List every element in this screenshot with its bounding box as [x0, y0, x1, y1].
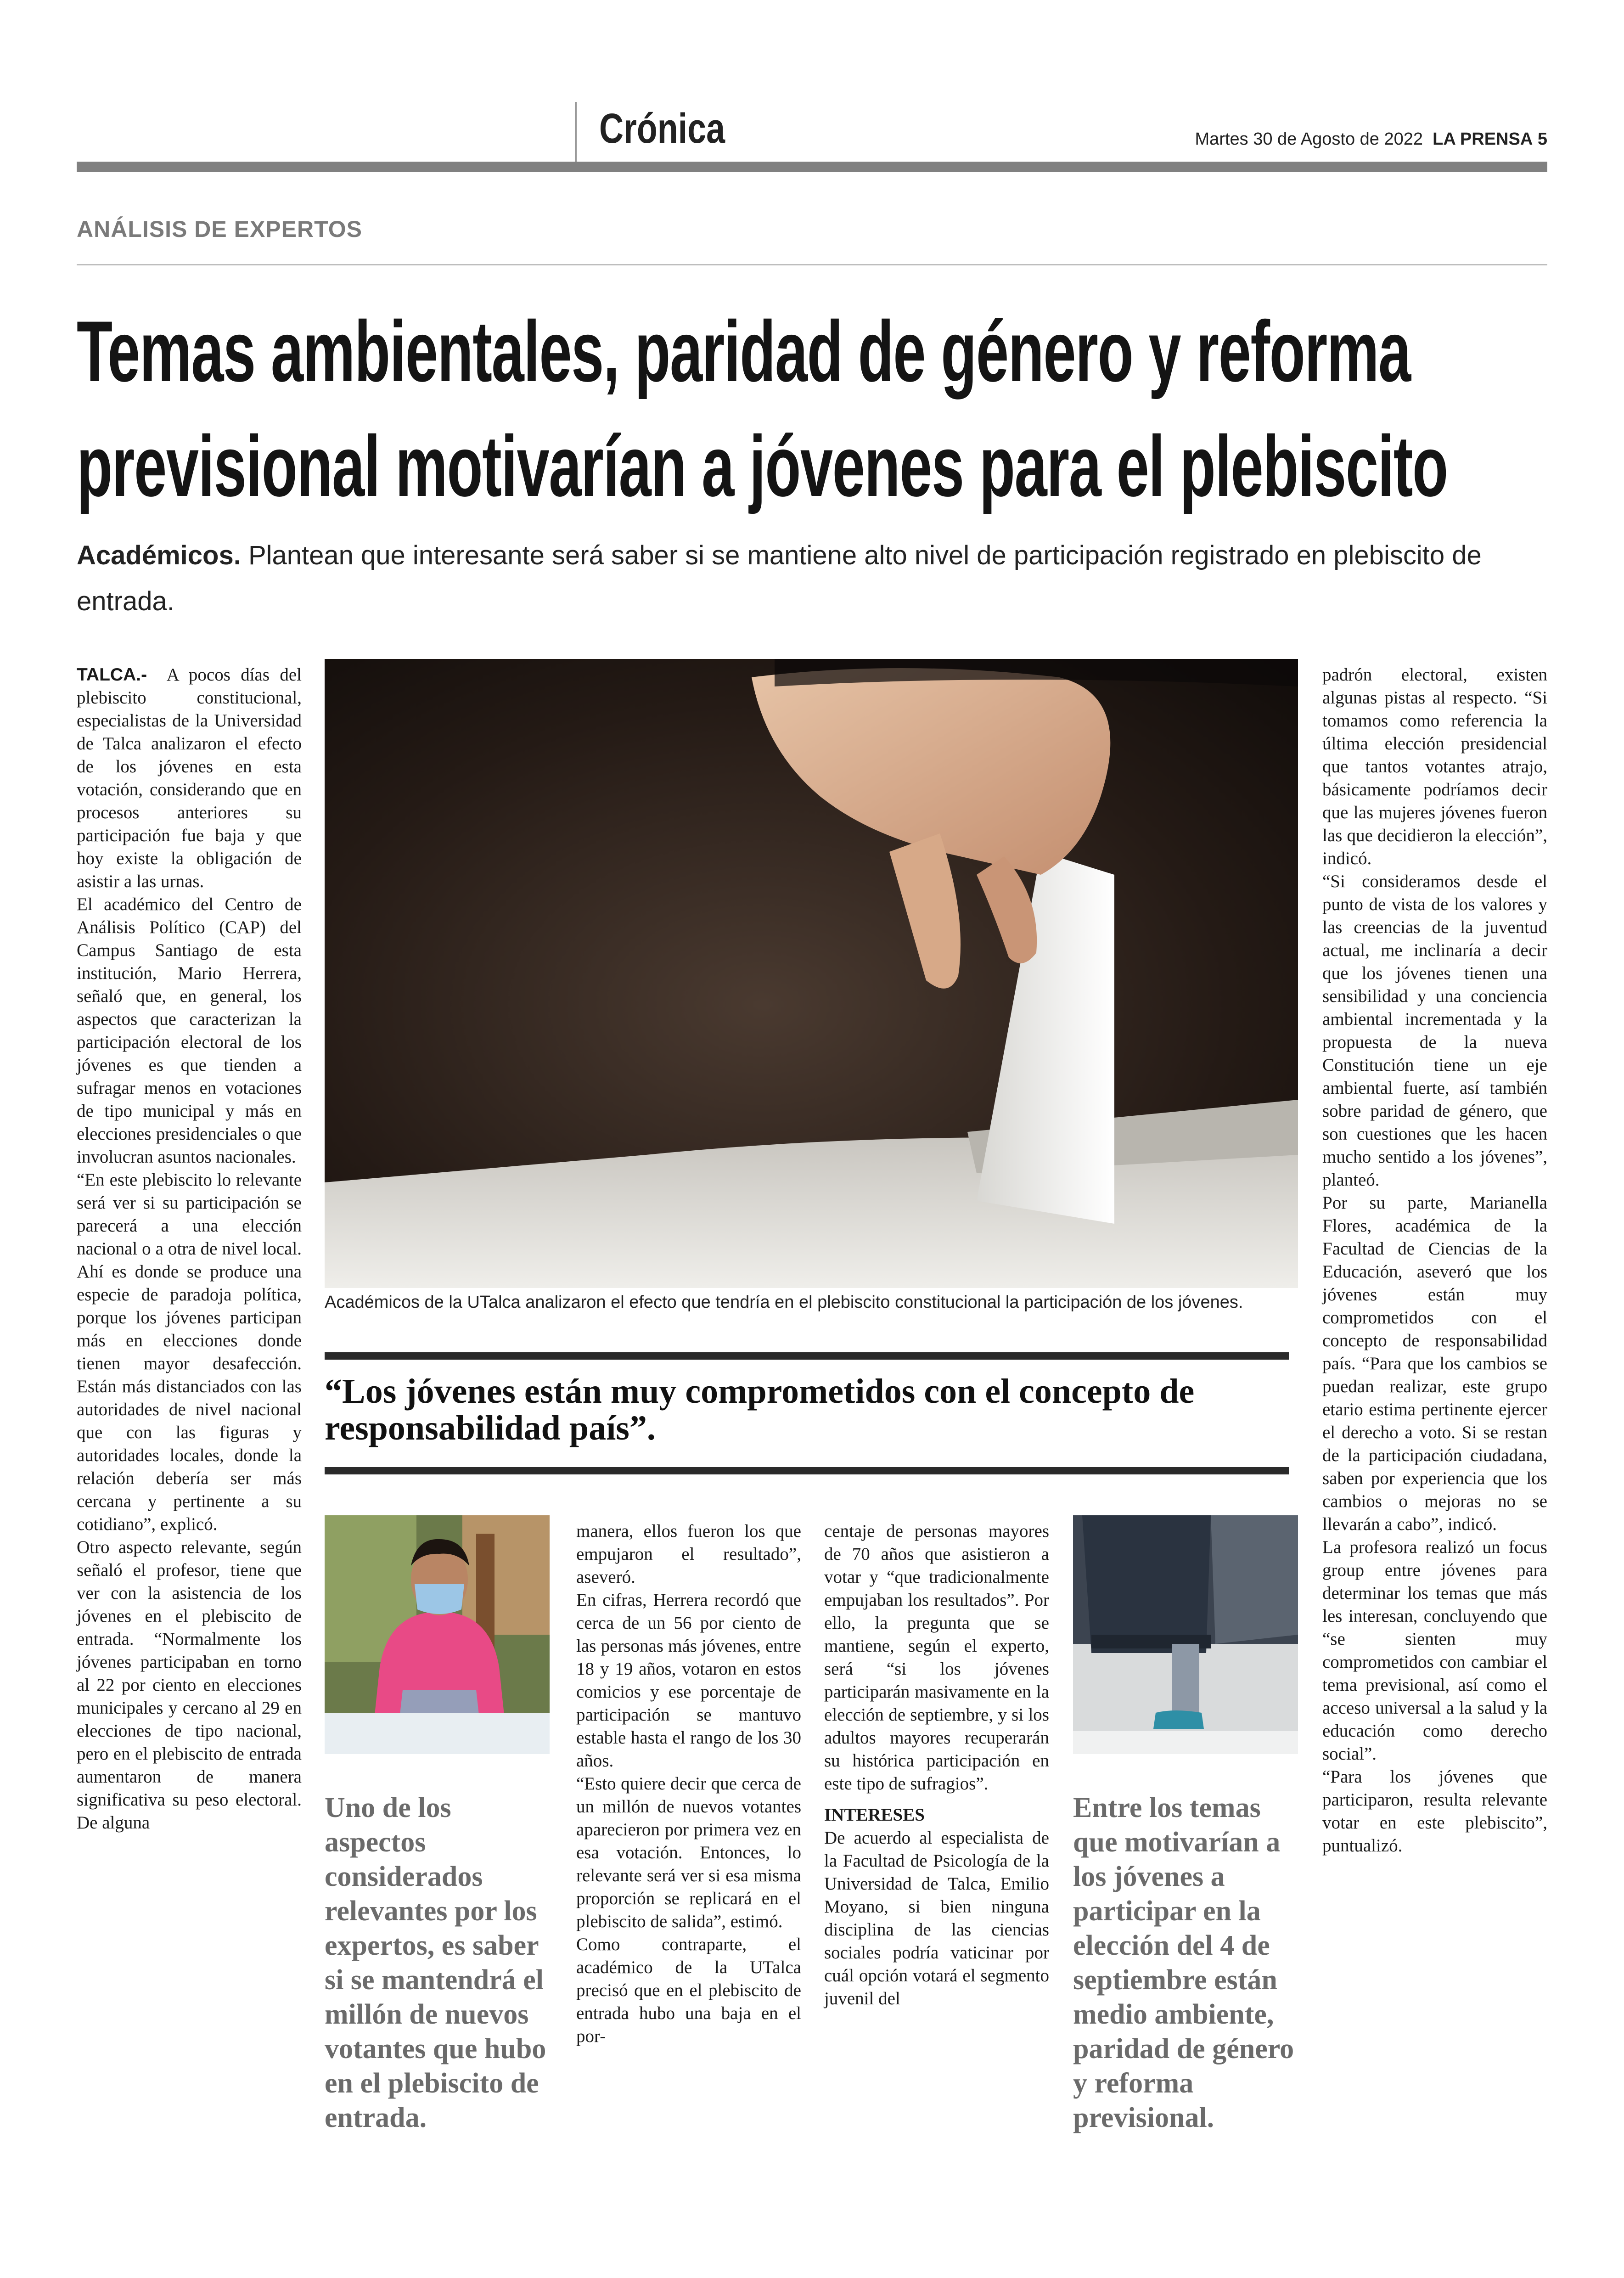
- body-paragraph: “Si consideramos desde el punto de vista de los valores y las creencias de la juventud actual, me inclinaría a decir que los jóvenes tienen una sensibilidad y una conciencia ambiental incrementada y la propuesta de la nueva Constitución tiene un eje ambiental fuerte, así también sobre paridad de género, que son cuestiones que les hacen mucho sentido a los jóvenes”, planteó.: [1322, 872, 1547, 1190]
- side-quote-1: Uno de los aspectos considerados relevantes por los expertos, es saber si se mantendrá el millón de nuevos votantes que hubo en el plebiscito de entrada.: [325, 1792, 546, 2133]
- body-paragraph: “Esto quiere decir que cerca de un millón de nuevos votantes aparecieron por primera vez en esa votación. Entonces, lo relevante será ver si esa misma proporción se replicará en el plebiscito de salida”, estimó.: [576, 1774, 801, 1931]
- body-paragraph: [77, 664, 302, 893]
- deck-lead: Académicos.: [77, 540, 241, 570]
- headline-line-2: previsional motivarían a jóvenes para el plebiscito: [77, 418, 1448, 514]
- subhead: INTERESES: [824, 1805, 925, 1825]
- pull-quote-rule-bottom: [325, 1467, 1289, 1474]
- body-column-2: [576, 1520, 801, 2048]
- side-quote-2: Entre los temas que motivarían a los jóvenes a participar en la elección del 4 de septiembre están medio ambiente, paridad de género y reforma previsional.: [1073, 1792, 1294, 2133]
- dateline: TALCA.-: [77, 665, 147, 685]
- body-paragraph: El académico del Centro de Análisis Político (CAP) del Campus Santiago de esta institución, Mario Herrera, señaló que, en general, los aspectos que caracterizan la participación electoral de los jóvenes es que tienden a sufragar menos en votaciones de tipo municipal y más en elecciones presidenciales o que involucran asuntos nacionales.: [77, 894, 302, 1167]
- young-voter-illustration: [325, 1515, 550, 1754]
- body-paragraph: Como contraparte, el académico de la UTalca precisó que en el plebiscito de entrada hubo una baja en el por-: [576, 1935, 801, 2046]
- photo-caption: Académicos de la UTalca analizaron el efecto que tendría en el plebiscito constitucional la participación de los jóvenes.: [325, 1293, 1243, 1312]
- paper-name: LA PRENSA: [1433, 129, 1533, 149]
- young-voter-photo: [325, 1515, 550, 1754]
- body-column-5: [1322, 664, 1547, 1857]
- header-rule: [77, 162, 1547, 172]
- page-number: 5: [1537, 129, 1547, 149]
- ballot-hand-illustration: [325, 659, 1298, 1288]
- headline-line-1: Temas ambientales, paridad de género y reforma: [77, 303, 1410, 399]
- body-paragraph: Por su parte, Marianella Flores, académica de la Facultad de Ciencias de la Educación, aseveró que los jóvenes están muy comprometidos con el concepto de responsabilidad país. “Para que los cambios se puedan realizar, este grupo etario estima pertinente ejercer el derecho a voto. Si se restan de la participación ciudadana, saben por experiencia que los cambios o mejoras no se llevarán a cabo”, indicó.: [1322, 1193, 1547, 1534]
- issue-date: Martes 30 de Agosto de 2022: [1195, 129, 1423, 149]
- section-title: Crónica: [599, 105, 725, 152]
- voting-booth-photo: [1073, 1515, 1298, 1754]
- kicker: ANÁLISIS DE EXPERTOS: [77, 216, 362, 242]
- body-paragraph: “Para los jóvenes que participaron, resulta relevante votar en este plebiscito”, puntualizó.: [1322, 1767, 1547, 1856]
- deck-text: Plantean que interesante será saber si se mantiene alto nivel de participación registrado en plebiscito de entrada.: [77, 540, 1482, 616]
- body-paragraph: manera, ellos fueron los que empujaron el resultado”, aseveró.: [576, 1521, 801, 1587]
- headline: [77, 294, 1547, 523]
- folio: [1195, 129, 1547, 149]
- pull-quote-rule-top: [325, 1352, 1289, 1360]
- body-column-1: [77, 664, 302, 1834]
- body-paragraph: “En este plebiscito lo relevante será ver si su participación se parecerá a una elección nacional o a otra de nivel local. Ahí es donde se produce una especie de paradoja política, porque los jóvenes participan más en elecciones donde tienen mayor desafección. Están más distanciados con las autoridades de nivel nacional que con las figuras y autoridades locales, donde la relación debería ser más cercana y pertinente a su cotidiano”, explicó.: [77, 1170, 302, 1534]
- body-paragraph: centaje de personas mayores de 70 años que asistieron a votar y “que tradicionalmente empujaban los resultados”. Por ello, la pregunta que se mantiene, según el experto, será “si los jóvenes participarán masivamente en la elección de septiembre, y si los adultos mayores recuperarán su histórica participación en este tipo de sufragios”.: [824, 1521, 1049, 1794]
- voting-booth-illustration: [1073, 1515, 1298, 1754]
- pull-quote: “Los jóvenes están muy comprometidos con el concepto de responsabilidad país”.: [325, 1372, 1195, 1447]
- header-divider: [575, 102, 577, 162]
- main-photo: [325, 659, 1298, 1288]
- body-text: A pocos días del plebiscito constitucional, especialistas de la Universidad de Talca analizaron el efecto de los jóvenes en esta votación, considerando que en procesos anteriores su participación fue baja y que hoy existe la obligación de asistir a las urnas.: [77, 665, 302, 891]
- body-column-3: [824, 1520, 1049, 2010]
- body-paragraph: En cifras, Herrera recordó que cerca de un 56 por ciento de las personas más jóvenes, entre 18 y 19 años, votaron en estos comicios y ese porcentaje de participación se mantuvo estable hasta el rango de los 30 años.: [576, 1590, 801, 1771]
- body-paragraph: padrón electoral, existen algunas pistas al respecto. “Si tomamos como referencia la última elección presidencial que tantos votantes atrajo, básicamente podríamos decir que las mujeres jóvenes fueron las que decidieron la elección”, indicó.: [1322, 665, 1547, 868]
- kicker-rule: [77, 264, 1547, 265]
- body-paragraph: La profesora realizó un focus group entre jóvenes para determinar los temas que más les interesan, concluyendo que “se sienten muy comprometidos con cambiar el tema previsional, así como el acceso universal a la salud y la educación como derecho social”.: [1322, 1537, 1547, 1764]
- body-paragraph: Otro aspecto relevante, según señaló el profesor, tiene que ver con la asistencia de los jóvenes en el plebiscito de entrada. “Normalmente los jóvenes participaban en torno al 22 por ciento en elecciones municipales y cercano al 29 en elecciones de tipo nacional, pero en el plebiscito de entrada aumentaron de manera significativa su peso electoral. De alguna: [77, 1537, 302, 1833]
- deck: [77, 533, 1547, 624]
- body-paragraph: De acuerdo al especialista de la Facultad de Psicología de la Universidad de Talca, Emilio Moyano, si bien ninguna disciplina de las ciencias sociales podría vaticinar por cuál opción votará el segmento juvenil del: [824, 1828, 1049, 2008]
